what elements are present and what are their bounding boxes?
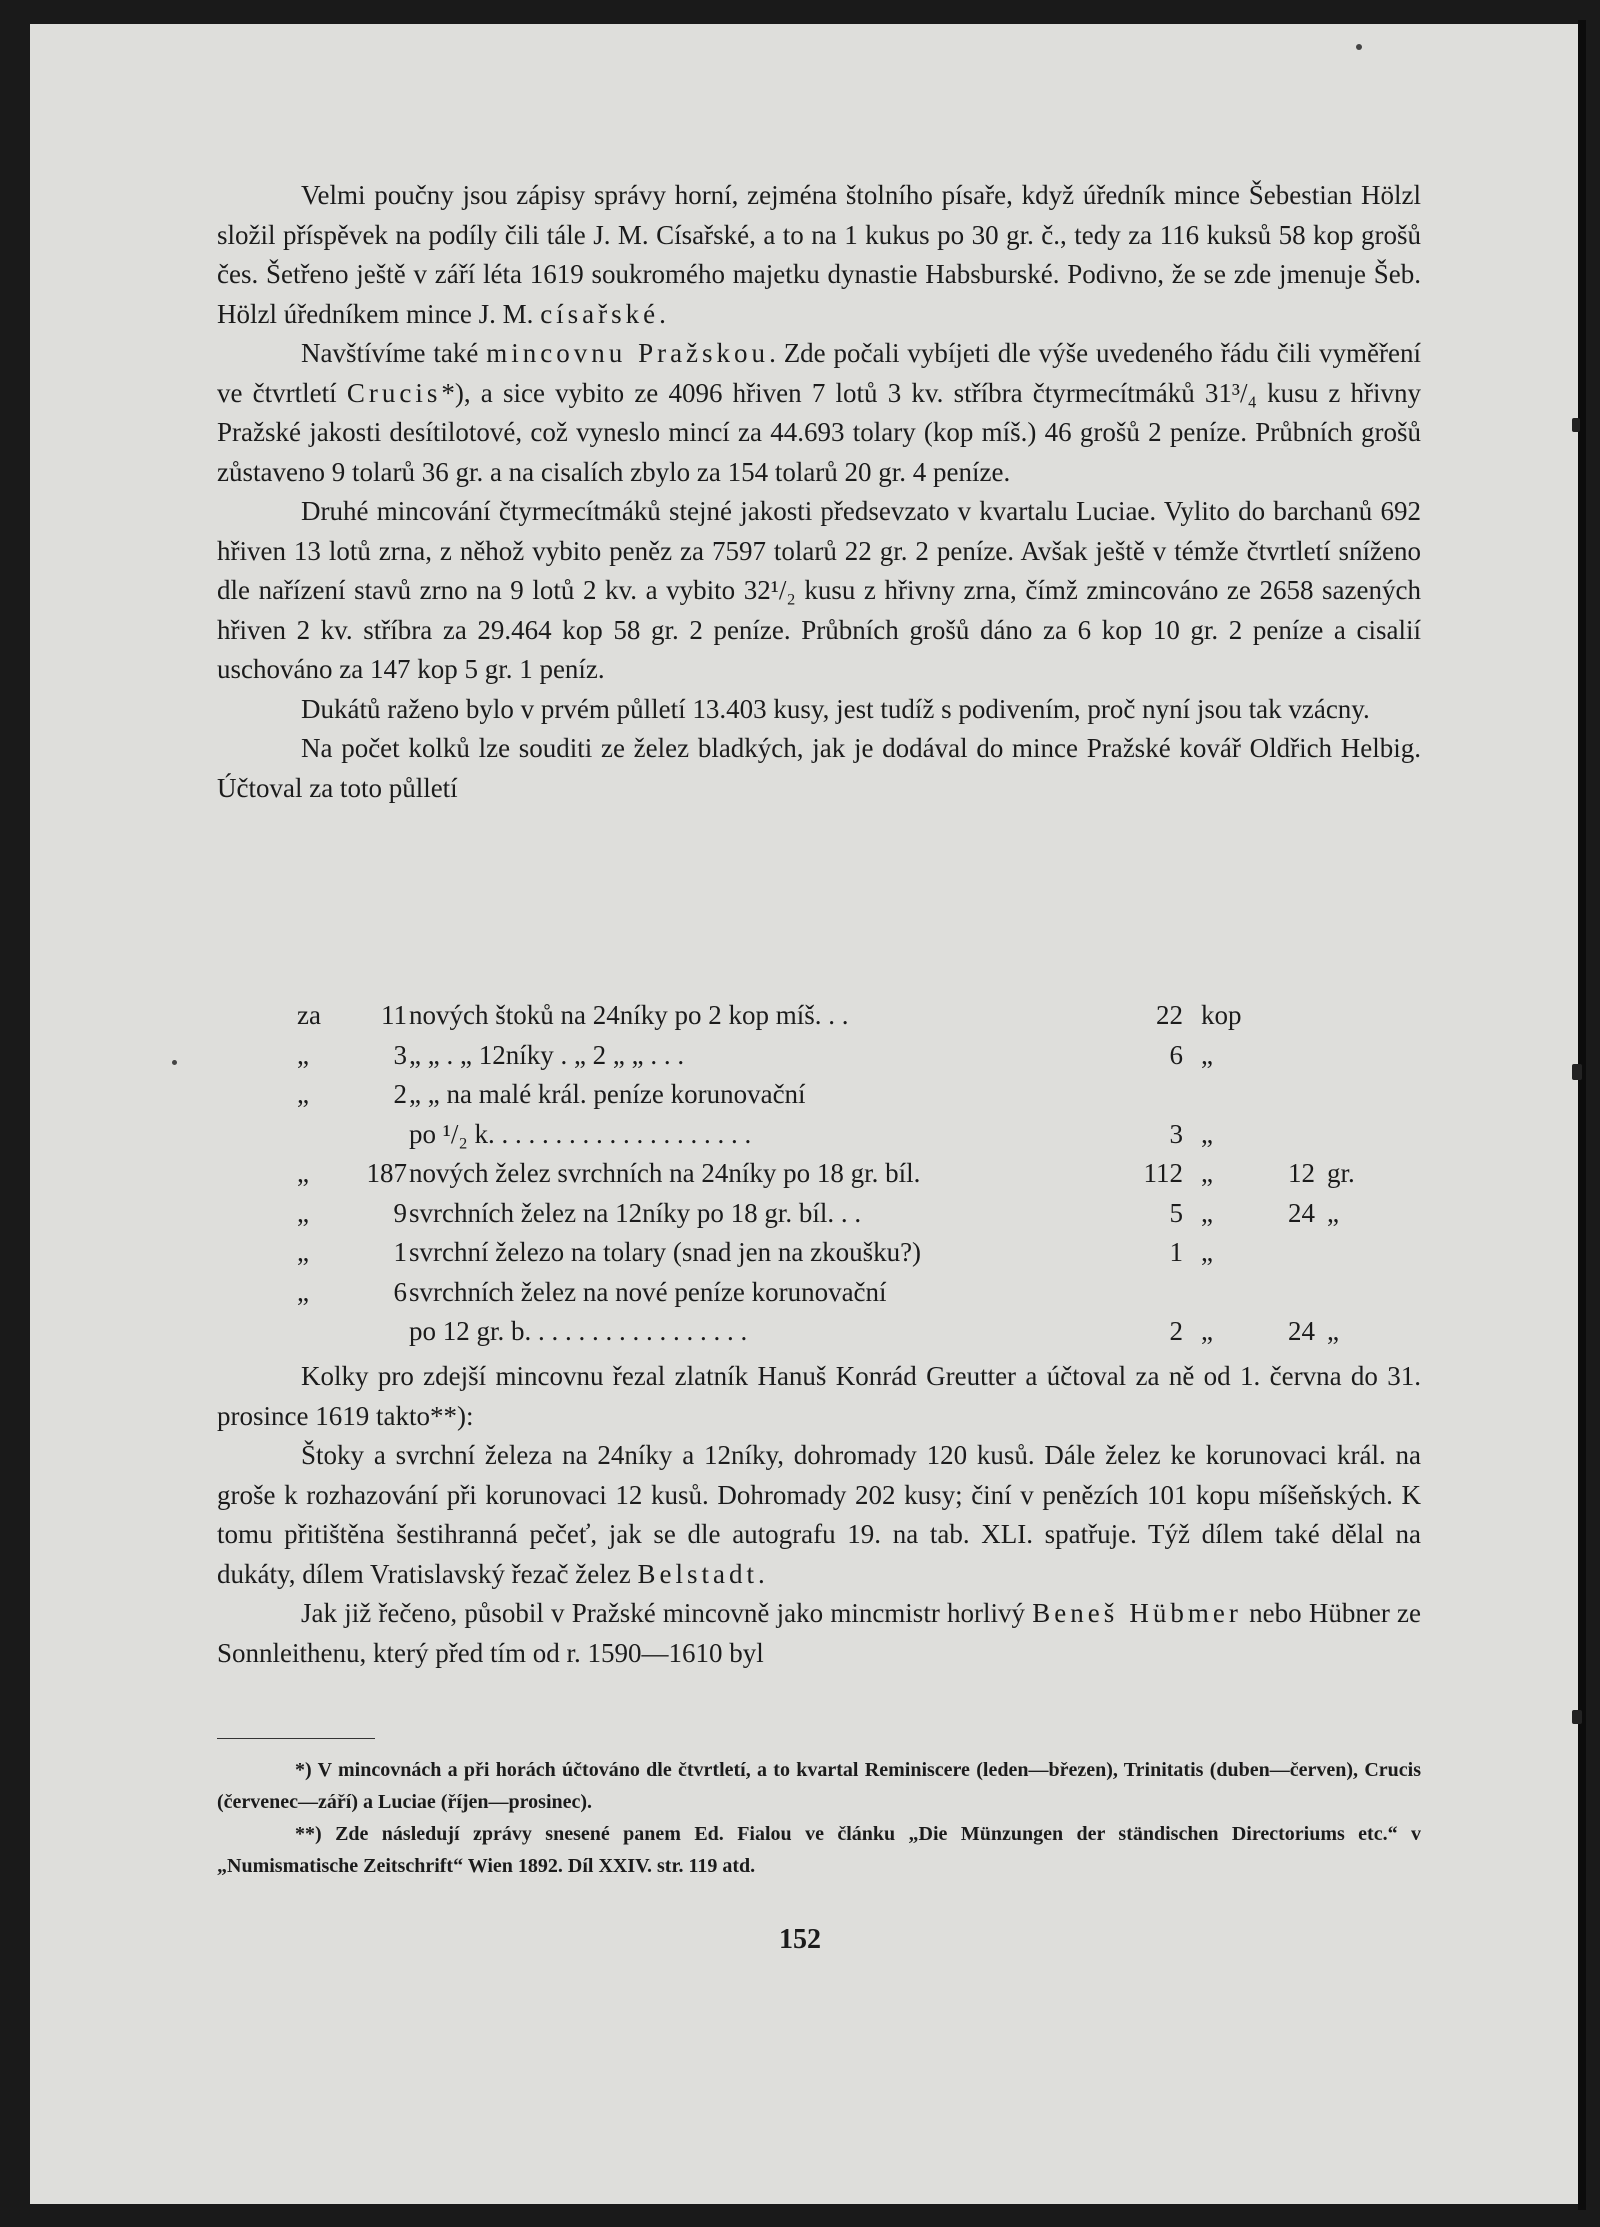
scan-speck bbox=[172, 1060, 177, 1065]
main-text-top bbox=[217, 176, 1421, 808]
ledger-row: „ 187 nových želez svrchních na 24níky po 18 gr. bíl. 112 „ 12 gr. bbox=[297, 1158, 1355, 1188]
ledger-table bbox=[217, 996, 1421, 1352]
main-text-bottom bbox=[217, 1357, 1421, 1673]
footnote-rule bbox=[217, 1738, 375, 1739]
ledger-row: „ 6 svrchních želez na nové peníze korunovační bbox=[297, 1276, 887, 1307]
paragraph-1: Velmi poučny jsou zápisy správy horní, zejména štolního písaře, když úředník mince Šebestian Hölzl složil příspěvek na podíly čili tále J. M. Císařské, a to na 1 kukus po 30 gr. č., tedy za 116 kuksů 58 kop grošů čes. Šetřeno ještě v září léta 1619 soukromého majetku dynastie Habsburské. Podivno, že se zde jmenuje Šeb. Hölzl úředníkem mince J. M. císařské. bbox=[217, 180, 1421, 329]
emphasis-benes-hubmer: Beneš Hübmer bbox=[1032, 1598, 1242, 1628]
page-number: 152 bbox=[779, 1924, 821, 1955]
emphasis-belstadt: Belstadt bbox=[637, 1558, 758, 1589]
ledger-row: „ 2 „ „ na malé král. peníze korunovační bbox=[297, 1079, 806, 1109]
ledger-row: „ 9 svrchních želez na 12níky po 18 gr. bíl. . . 5 „ 24 „ bbox=[297, 1197, 1339, 1228]
ledger-row: za 11 nových štoků na 24níky po 2 kop míš. . . 22 kop bbox=[297, 1000, 1242, 1030]
scan-speck bbox=[1572, 418, 1580, 432]
footnote-2: **) Zde následují zprávy snesené panem Ed. Fialou ve článku „Die Münzungen der ständischen Directoriums etc.“ v „Numismatische Zeitschrift“ Wien 1892. Díl XXIV. str. 119 atd. bbox=[217, 1823, 1421, 1877]
paragraph-2: Navštívíme také mincovnu Pražskou. Zde počali vybíjeti dle výše uvedeného řádu čili vyměření ve čtvrtletí Crucis*), a sice vybito ze 4096 hřiven 7 lotů 3 kv. stříbra čtyrmecítmáků 31³/₄ kusu z hřivny Pražské jakosti desítilotové, což vyneslo mincí za 44.693 tolary (kop míš.) 46 grošů 2 peníze. Průbních grošů zůstaveno 9 tolarů 36 gr. a na cisalích zbylo za 154 tolarů 20 gr. 4 peníze. bbox=[217, 338, 1421, 487]
ledger-row: po ¹/₂ k. . . . . . . . . . . . . . . . . . . . 3 „ bbox=[409, 1118, 1213, 1149]
paragraph-6: Kolky pro zdejší mincovnu řezal zlatník Hanuš Konrád Greutter a účtoval za ně od 1. června do 31. prosince 1619 takto**): bbox=[217, 1361, 1421, 1431]
page-edge-shadow bbox=[1578, 20, 1586, 2210]
paragraph-3: Druhé mincování čtyrmecítmáků stejné jakosti předsevzato v kvartalu Luciae. Vylito do barchanů 692 hřiven 13 lotů zrna, z něhož vybito peněz za 7597 tolarů 22 gr. 2 peníze. Avšak ještě v témže čtvrtletí sníženo dle nařízení stavů zrno na 9 lotů 2 kv. a vybito 32¹/₂ kusu z hřivny zrna, čímž zmincováno ze 2658 sazených hřiven 2 kv. stříbra za 29.464 kop 58 gr. 2 peníze. Průbních grošů dáno za 6 kop 10 gr. 2 peníze a cisalií uschováno za 147 kop 5 gr. 1 peníz. bbox=[217, 496, 1421, 684]
scan-speck bbox=[1572, 1710, 1582, 1724]
emphasis-mincovnu-prazskou: mincovnu Pražskou bbox=[486, 338, 770, 368]
footnote-1: *) V mincovnách a při horách účtováno dle čtvrtletí, a to kvartal Reminiscere (leden—březen), Trinitatis (duben—červen), Crucis (červenec—září) a Luciae (říjen—prosinec). bbox=[217, 1759, 1421, 1813]
ledger-row: „ 3 „ „ . „ 12níky . „ 2 „ „ . . . 6 „ bbox=[297, 1039, 1213, 1070]
scan-speck bbox=[1572, 1064, 1582, 1080]
ledger-row: po 12 gr. b. . . . . . . . . . . . . . . . . 2 „ 24 „ bbox=[409, 1316, 1339, 1346]
ledger-row: „ 1 svrchní železo na tolary (snad jen na zkoušku?) 1 „ bbox=[297, 1237, 1213, 1267]
paragraph-5: Na počet kolků lze souditi ze želez bladkých, jak je dodával do mince Pražské kovář Oldřich Helbig. Účtoval za toto půlletí bbox=[217, 733, 1421, 803]
paragraph-8: Jak již řečeno, působil v Pražské mincovně jako mincmistr horlivý Beneš Hübmer nebo Hübner ze Sonnleithenu, který před tím od r. 1590—1610 byl bbox=[217, 1598, 1421, 1668]
paragraph-7: Štoky a svrchní železa na 24níky a 12níky, dohromady 120 kusů. Dále želez ke korunovaci král. na groše k rozhazování při korunovaci 12 kusů. Dohromady 202 kusy; činí v penězích 101 kopu míšeňských. K tomu přitištěna šestihranná pečeť, jak se dle autografu 19. na tab. XLI. spatřuje. Týž dílem také dělal na dukáty, dílem Vratislavský řezač želez Belstadt. bbox=[217, 1440, 1421, 1589]
emphasis-cisarske: císařské bbox=[540, 298, 660, 329]
paragraph-4: Dukátů raženo bylo v prvém půlletí 13.403 kusy, jest tudíž s podivením, proč nyní jsou tak vzácny. bbox=[301, 693, 1370, 724]
emphasis-crucis: Crucis bbox=[346, 377, 442, 408]
footnotes bbox=[217, 1754, 1421, 1882]
scan-speck bbox=[1356, 44, 1362, 50]
